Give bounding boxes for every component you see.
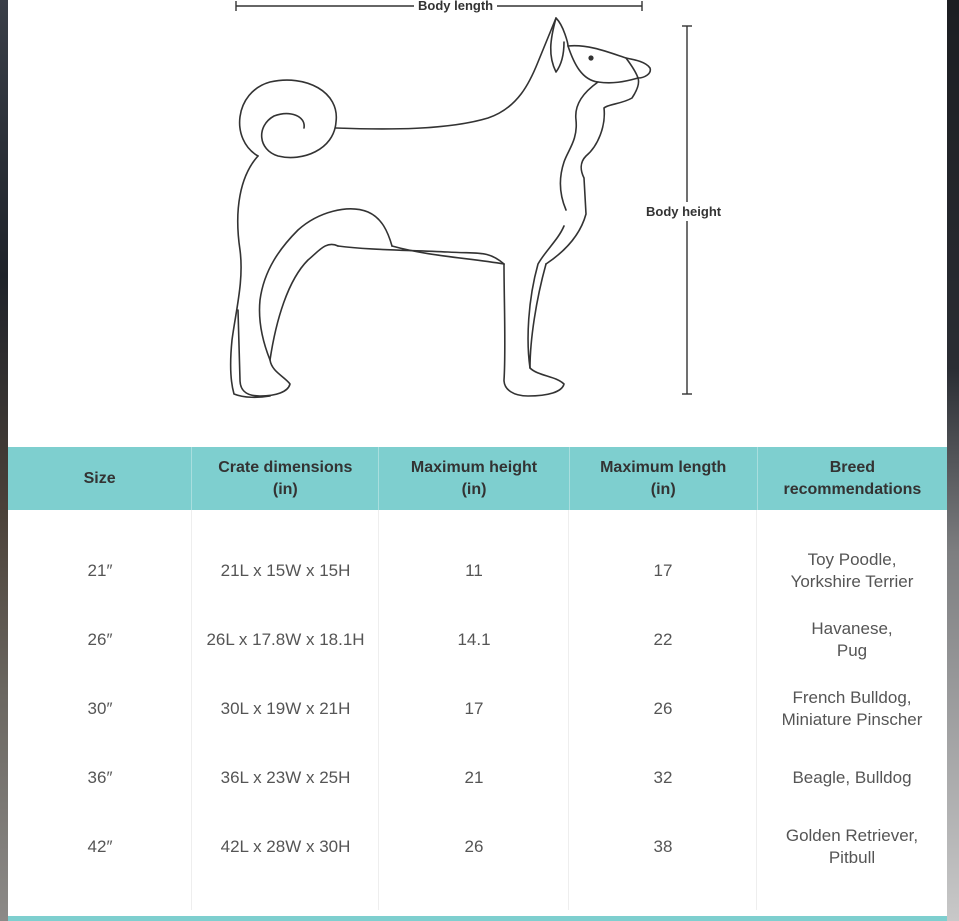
body-height-label: Body height xyxy=(646,204,722,219)
cell-size: 21″ xyxy=(87,560,113,580)
header-breed-recommendations: Breed recommendations xyxy=(783,458,922,498)
cell-crate: 42L x 28W x 30H xyxy=(220,836,351,856)
cell-crate: 36L x 23W x 25H xyxy=(220,767,351,787)
header-maximum-height: Maximum height (in) xyxy=(379,447,569,510)
cell-max-length: 17 xyxy=(653,560,673,580)
cell-size: 26″ xyxy=(87,629,113,649)
cell-max-height: 14.1 xyxy=(457,629,491,649)
cell-breeds: Golden Retriever, Pitbull xyxy=(785,825,919,867)
table-header xyxy=(8,447,947,510)
cell-max-height: 11 xyxy=(465,560,483,580)
table-body xyxy=(8,510,947,915)
cell-crate: 21L x 15W x 15H xyxy=(220,560,351,580)
cell-size: 30″ xyxy=(87,698,113,718)
body-length-label: Body length xyxy=(414,0,497,13)
table-row xyxy=(8,536,947,605)
cell-max-length: 38 xyxy=(653,836,673,856)
cell-max-height: 21 xyxy=(464,767,484,787)
table-row xyxy=(8,812,947,881)
table-row xyxy=(8,674,947,743)
cell-max-height: 26 xyxy=(464,836,484,856)
table-row xyxy=(8,605,947,674)
header-maximum-length: Maximum length (in) xyxy=(570,447,758,510)
cell-max-length: 22 xyxy=(653,629,673,649)
cell-crate: 30L x 19W x 21H xyxy=(220,698,351,718)
background-photo-right xyxy=(947,0,959,921)
header-crate-dimensions: Crate dimensions (in) xyxy=(192,447,379,510)
cell-breeds: French Bulldog, Miniature Pinscher xyxy=(781,687,923,729)
cell-max-length: 32 xyxy=(653,767,673,787)
dog-measurement-diagram xyxy=(8,0,947,440)
dog-illustration xyxy=(8,0,947,440)
cell-max-height: 17 xyxy=(464,698,484,718)
cell-crate: 26L x 17.8W x 18.1H xyxy=(206,629,365,649)
cell-breeds: Toy Poodle, Yorkshire Terrier xyxy=(790,549,914,591)
size-guide-card xyxy=(8,0,947,921)
size-table xyxy=(8,447,947,921)
cell-max-length: 26 xyxy=(653,698,673,718)
cell-breeds: Havanese, Pug xyxy=(811,618,893,660)
table-row xyxy=(8,743,947,812)
cell-breeds: Beagle, Bulldog xyxy=(792,767,912,787)
header-size: Size xyxy=(8,447,192,510)
background-photo-left xyxy=(0,0,8,921)
bottom-teal-rule xyxy=(8,916,947,921)
dog-outline xyxy=(231,18,651,397)
cell-size: 36″ xyxy=(87,767,113,787)
cell-size: 42″ xyxy=(87,836,113,856)
